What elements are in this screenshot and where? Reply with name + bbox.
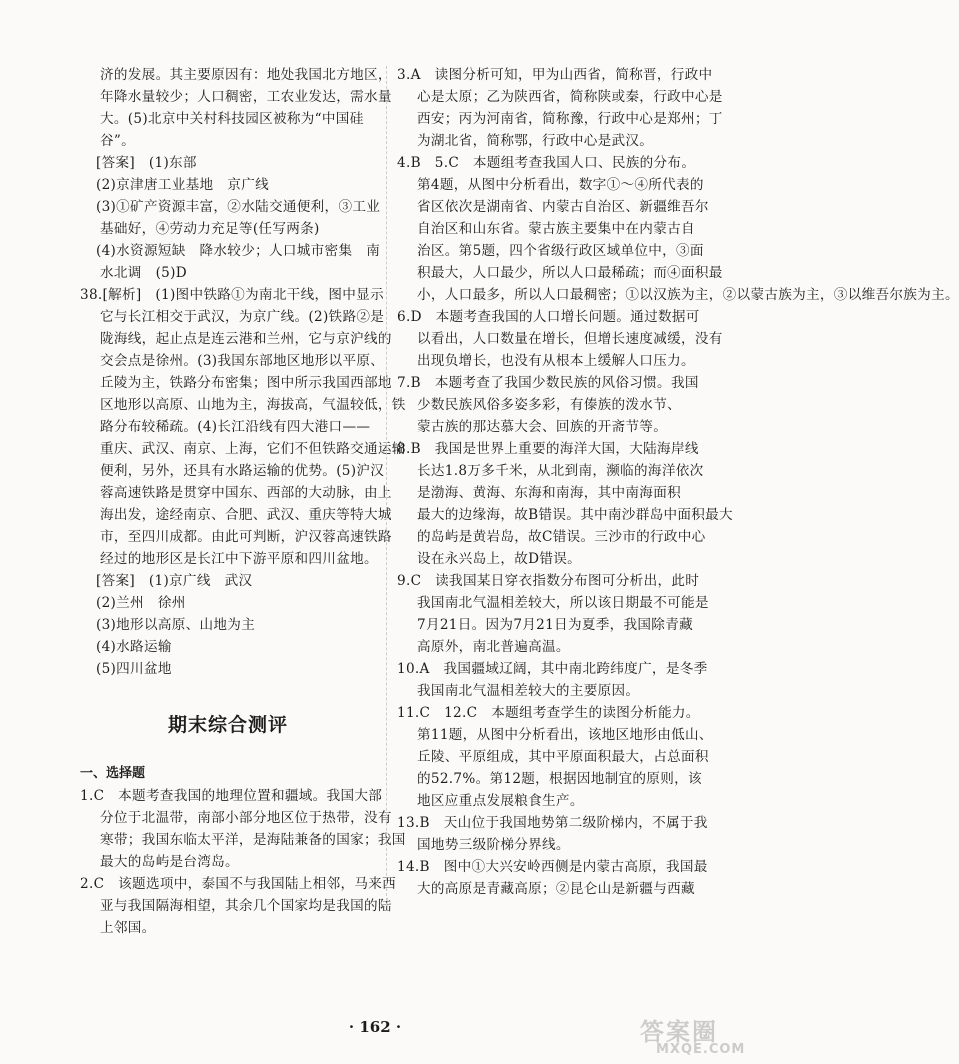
- text-line: 我国南北气温相差较大的主要原因。: [417, 683, 640, 699]
- text-line: 最大的边缘海，故B错误。其中南沙群岛中面积最大: [417, 507, 733, 523]
- text-line: 大的高原是青藏高原；②昆仑山是新疆与西藏: [417, 881, 695, 897]
- text-line: 水北调 (5)D: [100, 265, 187, 281]
- text-line: 国地势三级阶梯分界线。: [417, 837, 570, 853]
- text-line: 省区依次是湖南省、内蒙古自治区、新疆维吾尔: [417, 199, 709, 215]
- right-column: [397, 64, 959, 900]
- text-line: 经过的地形区是长江中下游平原和四川盆地。: [100, 551, 378, 567]
- text-line: 它与长江相交于武汉，为京广线。(2)铁路②是: [100, 309, 385, 325]
- text-line: 少数民族风俗多姿多彩，有傣族的泼水节、: [417, 397, 681, 413]
- text-line: 1.C 本题考查我国的地理位置和疆域。我国大部: [80, 788, 383, 804]
- text-line: [答案] (1)京广线 武汉: [96, 573, 253, 589]
- text-line: 基础好，④劳动力充足等(任写两条): [100, 221, 320, 237]
- left-column: [80, 64, 406, 939]
- text-line: 13.B 天山位于我国地势第二级阶梯内，不属于我: [397, 815, 708, 831]
- text-line: [答案] (1)东部: [96, 155, 197, 171]
- text-line: 高原外，南北普遍高温。: [417, 639, 570, 655]
- watermark-text: 答案圈: [640, 1018, 718, 1046]
- text-line: 8.B 我国是世界上重要的海洋大国，大陆海岸线: [397, 441, 699, 457]
- text-line: 海出发，途经南京、合肥、武汉、重庆等特大城: [100, 507, 392, 523]
- text-line: 的岛屿是黄岩岛，故C错误。三沙市的行政中心: [417, 529, 706, 545]
- text-line: 自治区和山东省。蒙古族主要集中在内蒙古自: [417, 221, 695, 237]
- text-line: 亚与我国隔海相望，其余几个国家均是我国的陆: [100, 898, 392, 914]
- text-line: 9.C 读我国某日穿衣指数分布图可分析出，此时: [397, 573, 700, 589]
- text-line: 蒙古族的那达慕大会、回族的开斋节等。: [417, 419, 668, 435]
- text-line: 7月21日。因为7月21日为夏季，我国除青藏: [417, 617, 693, 633]
- text-line: 为湖北省，简称鄂，行政中心是武汉。: [417, 133, 654, 149]
- text-line: 设在永兴岛上，故D错误。: [417, 551, 582, 567]
- text-line: 11.C 12.C 本题组考查学生的读图分析能力。: [397, 705, 700, 721]
- text-line: 寒带；我国东临太平洋，是海陆兼备的国家；我国: [100, 832, 406, 848]
- text-line: 长达1.8万多千米，从北到南，濒临的海洋依次: [417, 463, 704, 479]
- text-line: 4.B 5.C 本题组考查我国人口、民族的分布。: [397, 155, 696, 171]
- text-line: (5)四川盆地: [96, 661, 172, 677]
- text-line: 最大的岛屿是台湾岛。: [100, 854, 239, 870]
- text-line: 便利，另外，还具有水路运输的优势。(5)沪汉: [100, 463, 385, 479]
- text-line: (3)地形以高原、山地为主: [96, 617, 256, 633]
- watermark-logo: [632, 1012, 750, 1064]
- text-line: 路分布较稀疏。(4)长江沿线有四大港口——: [100, 419, 371, 435]
- text-line: 上邻国。: [100, 920, 156, 936]
- text-line: 蓉高速铁路是贯穿中国东、西部的大动脉，由上: [100, 485, 392, 501]
- text-line: 年降水量较少；人口稠密，工农业发达，需水量: [100, 89, 392, 105]
- text-line: 积最大，人口最少，所以人口最稀疏；而④面积最: [417, 265, 723, 281]
- text-line: (4)水资源短缺 降水较少；人口城市密集 南: [96, 243, 381, 259]
- text-line: 出现负增长，也没有从根本上缓解人口压力。: [417, 353, 695, 369]
- text-line: 14.B 图中①大兴安岭西侧是内蒙古高原，我国最: [397, 859, 708, 875]
- text-line: 第4题，从图中分析看出，数字①～④所代表的: [417, 177, 704, 193]
- text-line: 济的发展。其主要原因有：地处我国北方地区，: [100, 67, 392, 83]
- text-line: 治区。第5题，四个省级行政区域单位中，③面: [417, 243, 704, 259]
- text-line: 心是太原；乙为陕西省，简称陕或秦，行政中心是: [417, 89, 723, 105]
- text-line: (4)水路运输: [96, 639, 172, 655]
- section-title: 期末综合测评: [167, 714, 288, 736]
- text-line: 是渤海、黄海、东海和南海，其中南海面积: [417, 485, 681, 501]
- watermark-url: MXQE.COM: [656, 1042, 746, 1057]
- text-line: 的52.7%。第12题，根据因地制宜的原则，该: [417, 771, 702, 787]
- text-line: 西安；丙为河南省，简称豫，行政中心是郑州；丁: [417, 111, 723, 127]
- text-line: 2.C 该题选项中，泰国不与我国陆上相邻，马来西: [80, 876, 397, 892]
- text-line: (2)京津唐工业基地 京广线: [96, 177, 269, 193]
- text-line: (2)兰州 徐州: [96, 595, 186, 611]
- text-line: 第11题，从图中分析看出，该地区地形由低山、: [417, 727, 713, 743]
- text-line: 3.A 读图分析可知，甲为山西省，简称晋，行政中: [397, 67, 713, 83]
- text-line: 7.B 本题考查了我国少数民族的风俗习惯。我国: [397, 375, 699, 391]
- text-line: 陇海线，起止点是连云港和兰州，它与京沪线的: [100, 331, 392, 347]
- text-line: 以看出，人口数量在增长，但增长速度减缓，没有: [417, 331, 723, 347]
- text-line: 区地形以高原、山地为主，海拔高，气温较低，铁: [100, 397, 406, 413]
- text-line: 大。(5)北京中关村科技园区被称为“中国硅: [100, 111, 364, 127]
- text-line: 6.D 本题考查我国的人口增长问题。通过数据可: [397, 309, 700, 325]
- page-number: · 162 ·: [348, 1018, 402, 1036]
- text-line: 市，至四川成都。由此可判断，沪汉蓉高速铁路: [100, 529, 392, 545]
- text-line: 丘陵为主，铁路分布密集；图中所示我国西部地: [100, 375, 392, 391]
- text-line: 分位于北温带，南部小部分地区位于热带，没有: [100, 810, 392, 826]
- text-line: 丘陵、平原组成，其中平原面积最大，占总面积: [417, 749, 709, 765]
- text-line: 谷”。: [100, 133, 136, 149]
- text-line: 交会点是徐州。(3)我国东部地区地形以平原、: [100, 353, 385, 369]
- column-divider: [386, 66, 387, 906]
- text-line: 小，人口最多，所以人口最稠密；①以汉族为主，②以蒙古族为主，③以维吾尔族为主。: [417, 287, 959, 303]
- text-line: 地区应重点发展粮食生产。: [417, 793, 584, 809]
- text-line: 38.[解析] (1)图中铁路①为南北干线，图中显示: [80, 287, 384, 303]
- section-heading: 一、选择题: [80, 766, 146, 781]
- text-line: 重庆、武汉、南京、上海，它们不但铁路交通运输: [100, 441, 406, 457]
- text-line: 10.A 我国疆域辽阔，其中南北跨纬度广，是冬季: [397, 661, 708, 677]
- text-line: (3)①矿产资源丰富，②水陆交通便利，③工业: [96, 199, 381, 215]
- text-line: 我国南北气温相差较大，所以该日期最不可能是: [417, 595, 709, 611]
